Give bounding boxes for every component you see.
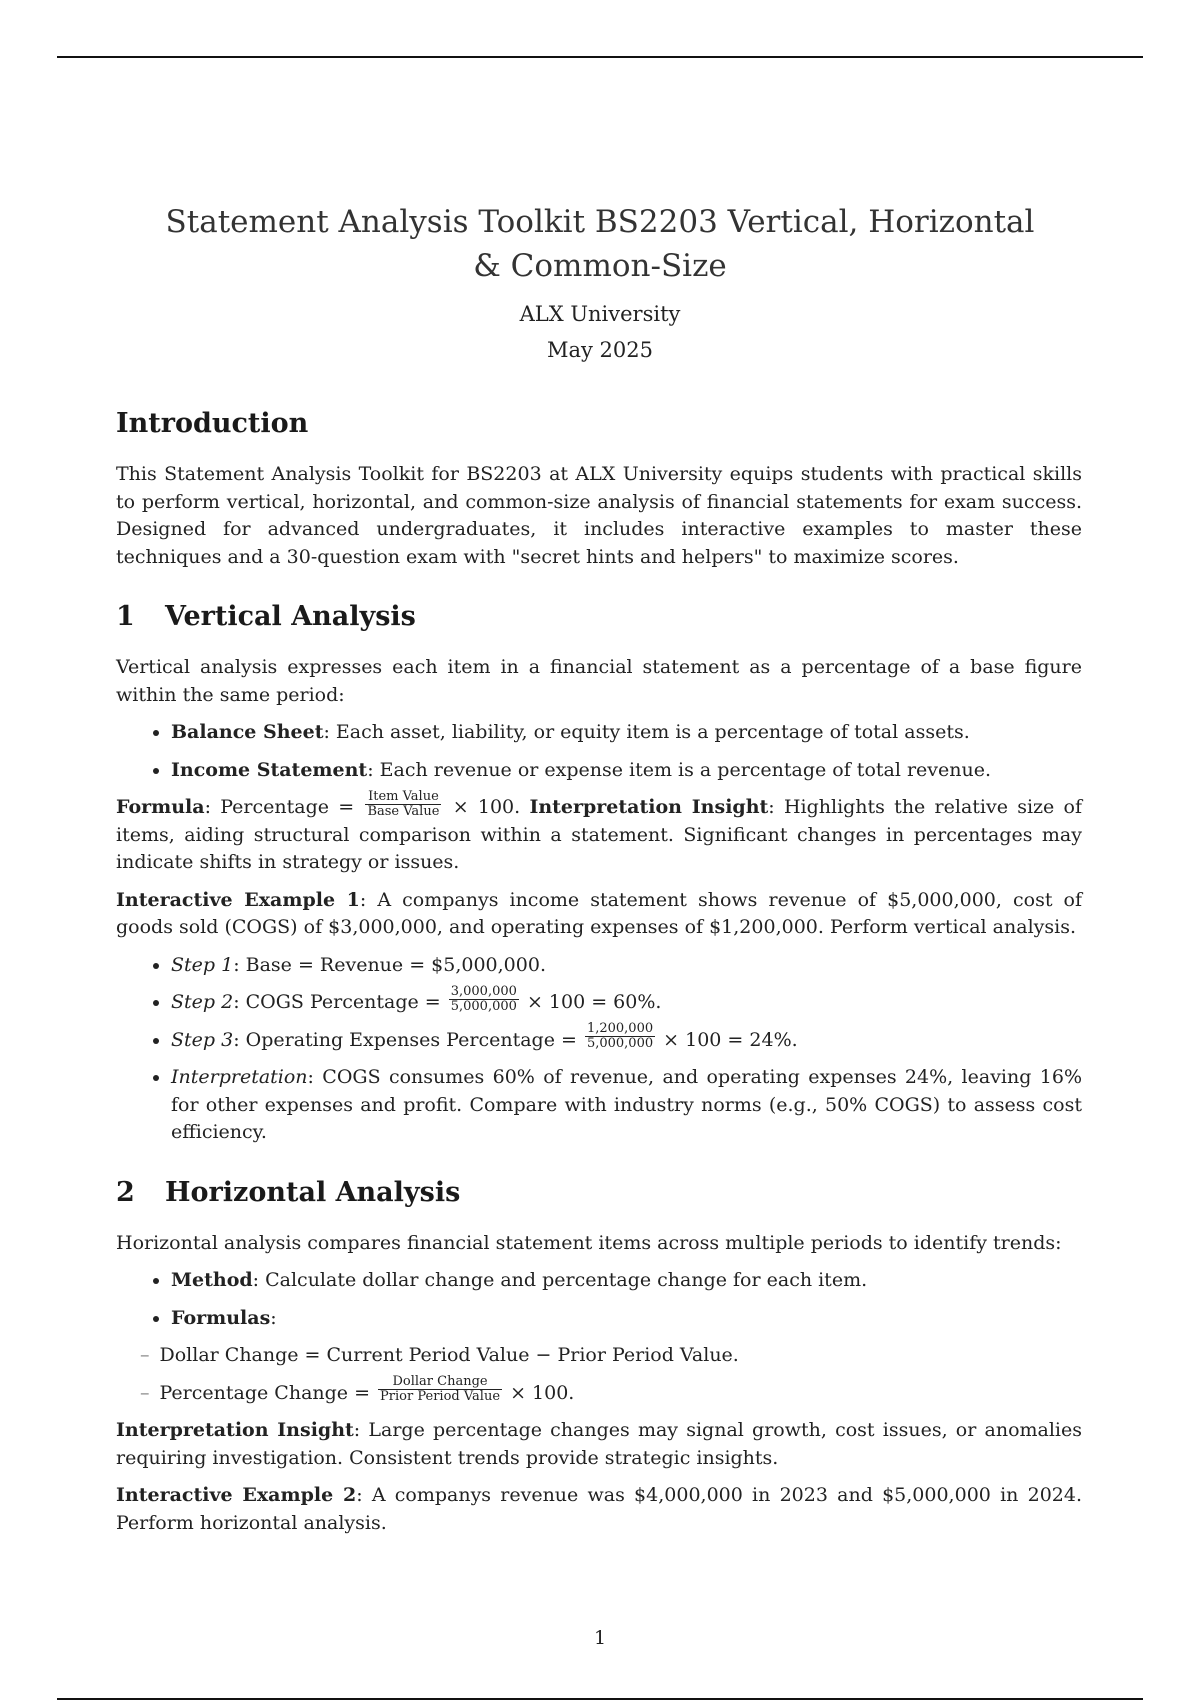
step-result: × 100 = 60%.: [526, 991, 662, 1013]
bullet-list: [116, 1267, 1082, 1407]
list-item: [171, 757, 1082, 785]
item-label: Balance Sheet: [171, 721, 324, 743]
date: May 2025: [546, 338, 653, 362]
step-item: [171, 1021, 1082, 1055]
fraction-denominator: Prior Period Value: [380, 1389, 501, 1404]
formula-lhs: Percentage Change =: [159, 1381, 370, 1404]
formula-lhs: : Percentage =: [204, 796, 355, 818]
formula-rhs: × 100.: [510, 1381, 575, 1404]
sub-item: [159, 1374, 1082, 1408]
example-paragraph: [116, 887, 1082, 942]
section-heading: [116, 601, 1082, 632]
example-label: Interactive Example 2: [116, 1484, 357, 1506]
step-text: : COGS Percentage =: [233, 991, 441, 1013]
item-label: Income Statement: [171, 758, 368, 781]
step-text: : Operating Expenses Percentage =: [233, 1028, 577, 1051]
step-item: [171, 952, 1082, 980]
fraction-numerator: 3,000,000: [450, 983, 517, 999]
example-text: : A companys income statement shows revenue of $5,000,000, cost of goods sold (COGS) of $3,000,000, and operating expenses of $1,200,000. Perform vertical analysis.: [116, 888, 1082, 938]
item-text: : Each asset, liability, or equity item is a percentage of total assets.: [323, 721, 970, 743]
step-result: × 100 = 24%.: [663, 1028, 798, 1051]
section-lead: Vertical analysis expresses each item in a financial statement as a percentage of a base figure within the same period:: [116, 656, 1082, 706]
example-label: Interactive Example 1: [116, 888, 360, 911]
item-colon: :: [270, 1306, 277, 1329]
item-label: Formulas: [171, 1306, 271, 1329]
example-text: : A companys revenue was $4,000,000 in 2023 and $5,000,000 in 2024. Perform horizontal analysis.: [116, 1484, 1082, 1534]
section-lead: Horizontal analysis compares financial statement items across multiple periods to identify trends:: [116, 1231, 1062, 1254]
section-number: 1: [116, 601, 135, 632]
step-list: [116, 952, 1082, 1147]
step-text: : Base = Revenue = $5,000,000.: [233, 953, 546, 976]
step-item: [171, 1064, 1082, 1147]
list-item: [171, 719, 1082, 747]
bullet-list: [116, 719, 1082, 784]
section-title: Horizontal Analysis: [165, 1176, 461, 1208]
document-title: Statement Analysis Toolkit BS2203 Vertical, Horizontal & Common-Size: [165, 204, 1035, 284]
section-vertical-analysis: [116, 601, 1082, 1147]
page-number: 1: [593, 1627, 607, 1649]
fraction: [378, 1375, 502, 1404]
list-item: [171, 1267, 1082, 1295]
step-text: : COGS consumes 60% of revenue, and operating expenses 24%, leaving 16% for other expenses and profit. Compare with industry norms (e.g., 50% COGS) to assess cost efficiency.: [171, 1066, 1082, 1143]
formula-paragraph: [116, 788, 1083, 877]
fraction-numerator: Dollar Change: [378, 1375, 502, 1390]
fraction: [449, 985, 519, 1014]
fraction-denominator: 5,000,000: [450, 998, 517, 1014]
section-number: 2: [116, 1176, 135, 1208]
example-paragraph: [116, 1482, 1082, 1537]
list-item: [159, 1305, 1082, 1408]
insight-label: Interpretation Insight: [116, 1419, 354, 1441]
fraction-denominator: Base Value: [367, 803, 440, 819]
step-label: Interpretation: [171, 1066, 308, 1088]
formula-label: Formula: [116, 796, 205, 818]
insight-paragraph: [116, 1417, 1082, 1472]
sub-list: [116, 1342, 1082, 1407]
section-title: Vertical Analysis: [165, 601, 416, 632]
item-label: Method: [171, 1269, 253, 1291]
formula-rhs: × 100.: [452, 796, 521, 818]
item-text: : Each revenue or expense item is a percentage of total revenue.: [367, 758, 992, 781]
step-item: [171, 983, 1082, 1017]
document-body: [116, 408, 1082, 1547]
intro-paragraph: This Statement Analysis Toolkit for BS2203 at ALX University equips students with practical skills to perform vertical, horizontal, and common-size analysis of financial statements for exam success. Designed for advanced undergraduates, it includes interactive examples to master these techniques and a 30-question exam with "secret hints and helpers" to maximize scores.: [116, 463, 1082, 568]
item-text: : Calculate dollar change and percentage change for each item.: [252, 1269, 868, 1291]
insight-text: : Large percentage changes may signal growth, cost issues, or anomalies requiring investigation. Consistent trends provide strategic insights.: [116, 1419, 1082, 1469]
fraction-numerator: Item Value: [365, 790, 441, 805]
insight-text: : Highlights the relative size of items, aiding structural comparison within a statement. Significant changes in percentages may indicate shifts in strategy or issues.: [116, 796, 1083, 873]
fraction: [365, 790, 441, 819]
section-heading: [116, 1177, 1082, 1208]
fraction-numerator: 1,200,000: [586, 1021, 654, 1036]
insight-label: Interpretation Insight: [529, 796, 769, 818]
intro-heading: Introduction: [116, 408, 309, 439]
fraction: [585, 1022, 655, 1051]
section-horizontal-analysis: [116, 1177, 1082, 1538]
step-label: Step 1: [171, 953, 234, 976]
fraction-denominator: 5,000,000: [586, 1036, 654, 1051]
sub-item: – Dollar Change = Current Period Value − Prior Period Value.: [164, 1342, 1082, 1370]
author: ALX University: [519, 302, 681, 326]
step-label: Step 3: [171, 1028, 234, 1051]
top-rule: [57, 56, 1143, 58]
step-label: Step 2: [171, 991, 234, 1013]
title-block: [0, 200, 1200, 362]
